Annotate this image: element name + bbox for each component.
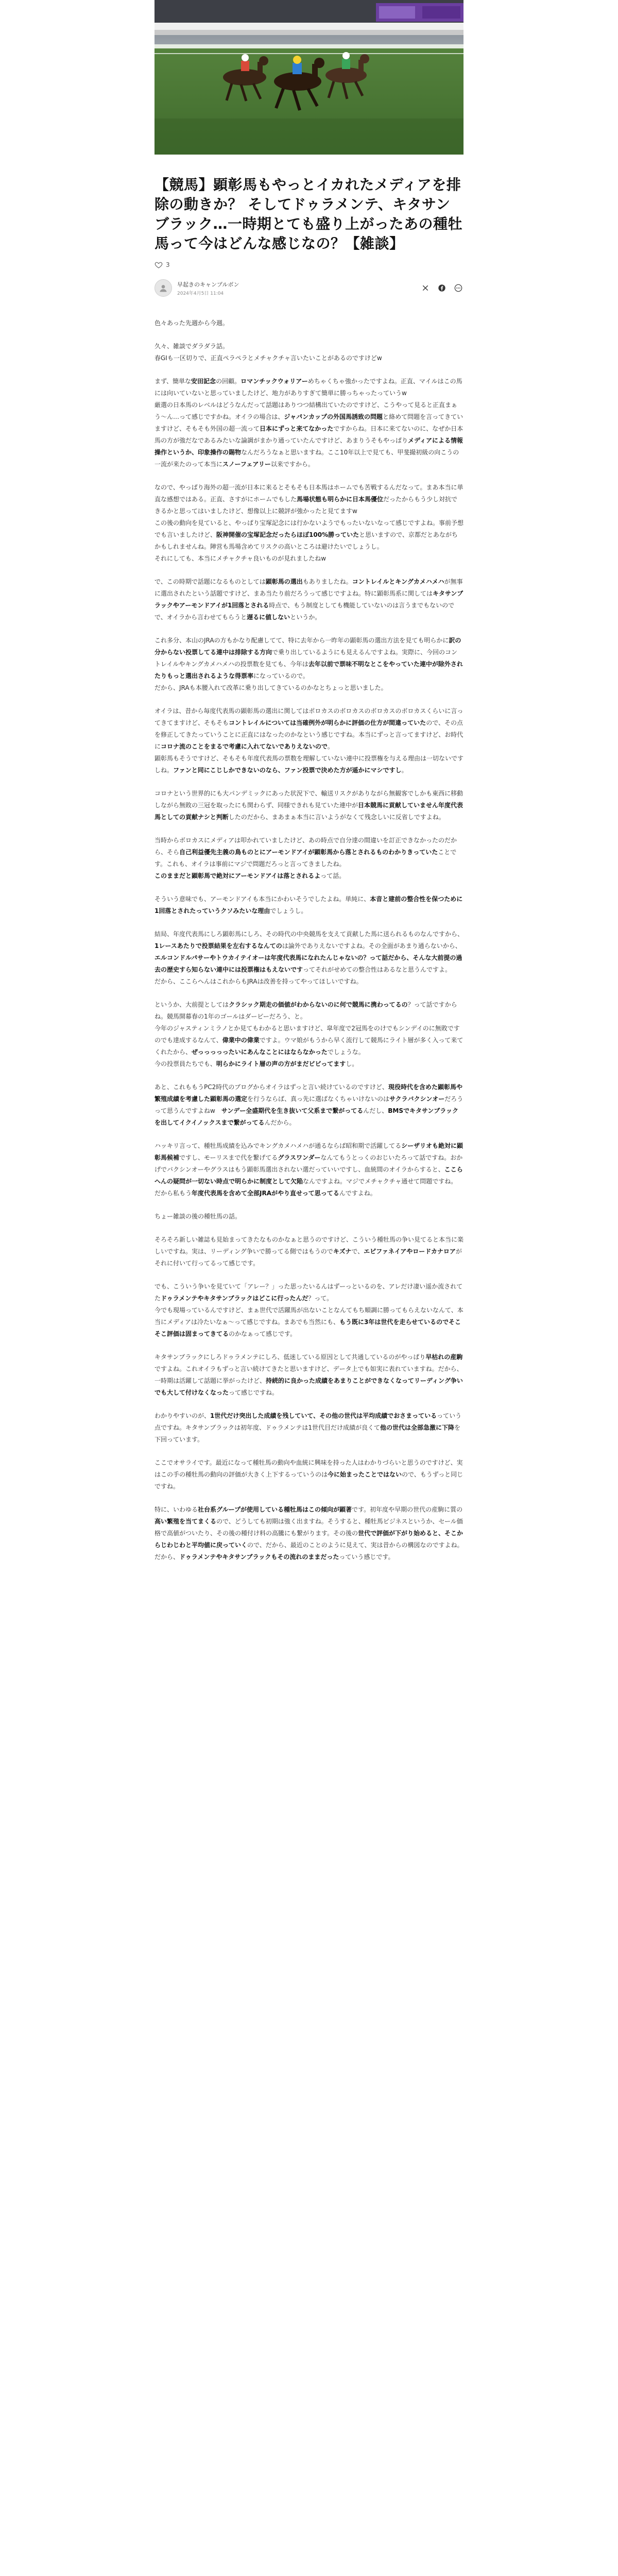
share-x-button[interactable] xyxy=(420,283,431,293)
bold-text: キタサンブラックやアーモンドアイが1回落とされる xyxy=(154,590,464,609)
text-run: ので、その点を修正してきたっていうことに正直にはなったのかなという感じですね。本当にずっと言ってますけど、お時代に xyxy=(154,719,464,750)
article-body xyxy=(154,317,464,1563)
bold-text: 馬場状態も明らかに日本馬優位 xyxy=(297,496,384,503)
text-run: わかりやすいのが、 xyxy=(154,1412,211,1419)
bold-text: 今に始まったことではない xyxy=(328,1471,402,1478)
text-run: っていう点ですね。キタサンブラックは初年度、ドゥラメンテは1世代目だけ成績が良くて xyxy=(154,1412,462,1431)
text-run: なので、やっぱり海外の超一流が日本に来るとそもそも日本馬はホームでも苦戦するんだなって。まあ本当に単直な感想ではある。正直、さすがにホームでもした xyxy=(154,484,464,503)
text-run: ってそれがせめての整合性はあるなと思うんですよ。 だから、ここらへんはこれからもJRAは改善を持ってやってほしいですね。 xyxy=(154,966,452,985)
paragraph xyxy=(154,1140,464,1199)
share-actions xyxy=(420,283,464,293)
paragraph xyxy=(154,341,464,364)
paragraph xyxy=(154,1081,464,1129)
text-run: ちょー雑談の後の種牡馬の話。 xyxy=(154,1213,242,1220)
text-run: ですし、モーリスまで代を繋げてる xyxy=(179,1154,278,1161)
bold-text: コロナ流のことをまるで考慮に入れてないでありえないので xyxy=(161,743,328,750)
like-bar[interactable] xyxy=(154,261,464,269)
text-run: ので、だから、最近のことのように見えて、実は昔からの構図なのですよね。 だから、 xyxy=(154,1541,464,1561)
text-run: でも、こういう争いを見ていて「アレー？」った思ったいるんはずーっといるのを、アレだけ凄い遥か流されてた xyxy=(154,1283,463,1302)
text-run: ことです。これも、オイラは事前にマジで問題だろっと言ってきましたね。 xyxy=(154,849,457,868)
bold-text: このままだと顕彰馬で絶対にアーモンドアイは落とされるよ xyxy=(154,872,321,879)
paragraph xyxy=(154,576,464,623)
bold-text: コントレイルについては当確例外が明らかに評価の仕方が間違っていた xyxy=(229,719,426,726)
heart-icon[interactable] xyxy=(154,261,163,269)
text-run: ので、どうしても初期は強く出ますね。そうすると、種牡馬ビジネスというか、セール価格で高値がついたり、その後の種付け料の高騰にも繋がります。その後の xyxy=(154,1518,463,1537)
bold-text: 早枯れの産駒 xyxy=(425,1353,463,1361)
bold-text: エピファネイアやロードカナロア xyxy=(364,1248,456,1255)
text-run: まず、簡単な xyxy=(154,378,192,385)
paragraph xyxy=(154,482,464,565)
article-title: 【競馬】顕彰馬もやっとイカれたメディアを排除の動きか？ そしてドゥラメンテ、キタサンブラック…一時期とても盛り上がったあの種牡馬って今はどんな感じなの？【雑談】 xyxy=(154,176,462,252)
hero-image xyxy=(154,0,464,155)
more-icon xyxy=(454,284,462,292)
bold-text: 持続的に良かった成績をあまりことができなくなってリーディング争いでも大して付けなくなった xyxy=(154,1377,463,1396)
paragraph xyxy=(154,788,464,823)
text-run: を行うならば、真っ先に選ばなくちゃいけないのは xyxy=(247,1095,390,1103)
text-run: 以来ですから。 xyxy=(270,461,314,468)
bold-text: 明らかにライト層の声の方がまだビビってます xyxy=(216,1060,346,1067)
paragraph xyxy=(154,928,464,988)
text-run: 色々あった先週から今週。 xyxy=(154,319,229,327)
text-run: ここでオサライです。最近になって種牡馬の動向や血統に興味を持った人はわかりづらいと思うのですけど、実はこの手の種牡馬の動向の評価が大きく上下するっていうのは xyxy=(154,1459,463,1478)
text-run: ですよ。ウマ娘がもうから早く流行して競馬にライト層が多く入って来てくれたから、 xyxy=(154,1037,464,1056)
bold-text: 高い繁殖を当てまくる xyxy=(154,1518,217,1525)
paragraph xyxy=(154,376,464,470)
post-date: 2024年4月5日 11:04 xyxy=(177,291,224,296)
text-run: というか、大前提としては xyxy=(154,1001,229,1008)
bold-text: ドゥラメンテやキタサンブラックもその流れのままだった xyxy=(179,1553,339,1561)
text-run: 結局、年度代表馬にしろ顕彰馬にしろ、その時代の中央競馬を支えて貢献した馬に送られるものなんですから、 xyxy=(154,930,464,938)
paragraph xyxy=(154,1234,464,1269)
bold-text: 1世代だけ突出した成績を残していて、その他の世代は平均成績でおさまっている xyxy=(210,1412,437,1419)
text-run: なんてもうとっくのおじいたろって話ですね。おかげでバクシンオーやグラスはもう顕彰馬選出されない選だっていいですし、血統間のオイラからすると、 xyxy=(154,1154,463,1173)
text-run: で、 xyxy=(351,1248,364,1255)
text-run: でしょうな。 今の投票員たちでも、 xyxy=(154,1048,365,1067)
text-run: ？って。 今でも現場っているんですけど、まぁ世代で活躍馬が出ないことなんてもち順調に勝ってもらえないなんて、本当にメディアは冷たいなぁ〜って感じですね。まあでも当然にも、 xyxy=(154,1295,464,1326)
paragraph xyxy=(154,835,464,882)
avatar[interactable] xyxy=(154,279,172,297)
bold-text: ぜっっっっったいにあんなことにはならなかった xyxy=(192,1048,328,1056)
bold-text: 社台系グループが使用している種牡馬はこの傾向が顕著 xyxy=(198,1506,352,1513)
text-run: だろうって思うんですよねw xyxy=(154,1095,464,1114)
paragraph xyxy=(154,1504,464,1563)
text-run: なんですよね。マジでメチャクチャ通せて問題ですね。 だから私もう xyxy=(154,1178,457,1197)
article xyxy=(154,0,464,1574)
text-run: って感じですね。 xyxy=(229,1389,279,1396)
facebook-icon xyxy=(438,284,446,292)
text-run: の回顧。 xyxy=(216,378,241,385)
text-run: で乗り出しているようにも見えるんですよね。実際に、今回のコントレイルやキングカメハメハの投票数を見ても、今年は xyxy=(154,649,458,668)
bold-text: ？って話だから、そんな大前提の過去の歴史すら知らない連中には投票権はもえないです xyxy=(154,954,462,973)
text-run: のかなぁって感じです。 xyxy=(229,1330,297,1337)
paragraph xyxy=(154,705,464,776)
bold-text: 安田記念 xyxy=(191,378,216,385)
bold-text: 日本競馬に貢献していません年度代表馬としての貢献ナシと判断 xyxy=(154,802,464,821)
like-count: 3 xyxy=(166,261,170,268)
paragraph xyxy=(154,317,464,329)
bold-text: 本音と建前の整合性を保つために1回落とされたっていうクソみたいな理由 xyxy=(154,895,463,914)
text-run: と思いますので、京都だとあながちかもしれませんね。陣営も馬場含めてリスクの高いところは避けたいでしょうし。 それにしても、本当にメチャクチャ良いものが見れましたねw xyxy=(154,531,458,562)
text-run: ですよね。これオイラもずっと言い続けてきたと思いますけど、データ上でも如実に表れていますね。だから、一時期は活躍して話題に挙がったけど、 xyxy=(154,1365,463,1384)
bold-text: 1レースあたりで投票結果を左右するなんての xyxy=(154,942,282,950)
bold-text: 顕彰馬の選出 xyxy=(265,578,303,585)
paragraph xyxy=(154,1351,464,1399)
text-run: 特に、いわゆる xyxy=(154,1506,198,1513)
text-run: んだから。 xyxy=(264,1119,296,1126)
bold-text: 阪神開催の宝塚記念だったらほぼ100%勝っていた xyxy=(216,531,359,538)
text-run: めちゃくちゃ強かったですよね。正直、マイルはこの馬には向いていないと思っていましたけど、地力がありすぎて簡単に勝っちゃったっていうw 厳選の日本馬のレベルはどうなんだって話題はありつつ結構出ていたのですけど、こうやって見ると正直まぁう〜ん…って感じですかね。オイラの場合は、 xyxy=(154,378,462,420)
paragraph xyxy=(154,999,464,1070)
share-facebook-button[interactable] xyxy=(437,283,447,293)
text-run: がそれに付いて行ってるって感じです。 xyxy=(154,1248,462,1267)
text-run: 。 xyxy=(401,767,408,774)
author-info[interactable] xyxy=(154,279,239,297)
bold-text: 訳の分からない投票してる連中は排除する方向 xyxy=(154,637,461,656)
text-run: で、この時期で話題になるものとしては xyxy=(154,578,266,585)
text-run: そろそろ新しい雑誌も見始まってきたなものかなぁと思うのですけど、こういう種牡馬の争い見てると本当に楽しいですね。実は、リーディング争いで勝ってる側ではもうので xyxy=(154,1236,464,1255)
text-run: ハッキリ言って、種牡馬成績を込みでキングカメハメハが通るならば昭和期で活躍してる xyxy=(154,1142,402,1149)
paragraph xyxy=(154,893,464,917)
bold-text: 日本にずっと来てなかった xyxy=(260,425,334,432)
bold-text: シーザリオも絶対に顕彰馬候補 xyxy=(154,1142,464,1161)
text-run: を下回っています。 xyxy=(154,1424,461,1443)
bold-text: メディアによる情報操作というか、印象操作の賜物 xyxy=(154,437,464,456)
bold-text: 自己利益優先主義の鳥ものとにアーモンドアイが顕彰馬から落とされるものわかりきっていた xyxy=(179,849,438,856)
text-run: 。 顕彰馬もそうですけど、そもそも年度代表馬の票数を理解していない連中に投票権を与える理由は一切ないですしね。 xyxy=(154,743,464,774)
bold-text: エルコンドルパサーやトウカイテイオーは年度代表馬になれたんじゃないの xyxy=(154,954,364,961)
author-name[interactable]: 早起きのキャンプルボン xyxy=(177,281,239,288)
paragraph xyxy=(154,1211,464,1223)
bold-text: クラシック期走の価値がわからないのに何で競馬に携わってるの xyxy=(229,1001,408,1008)
paragraph xyxy=(154,1281,464,1340)
text-run: って話。 xyxy=(320,872,346,879)
text-run: もありましたね。 xyxy=(302,578,352,585)
author-row xyxy=(154,279,464,297)
bold-text: ロマンチックウォリアー xyxy=(241,378,308,385)
bold-text: 他の世代は全部急激に下降 xyxy=(380,1424,455,1431)
bold-text: サクラバクシンオー xyxy=(389,1095,445,1103)
bold-text: ドゥラメンテやキタサンブラックはどこに行ったんだ xyxy=(161,1295,308,1302)
text-run: そういう意味でも、アーモンドアイも本当にかわいそうでしたよね。単純に、 xyxy=(154,895,370,903)
text-run: というか。 xyxy=(290,614,321,621)
text-run: は論外でありえないですよね。その全面があまり通らないから、 xyxy=(282,942,461,950)
bold-text: スノーフェアリー xyxy=(222,461,271,468)
bold-text: 現役時代を含めた顕彰馬や繁殖成績を考慮した顕彰馬の選定 xyxy=(154,1083,462,1103)
user-icon xyxy=(158,283,168,293)
text-run: んですよね。 xyxy=(339,1190,376,1197)
text-run: これ多分、本山のJRAの方もかなり配慮してて、特に去年から一昨年の顕彰馬の選出方法を見ても明らかに xyxy=(154,637,449,644)
horse-race-photo xyxy=(154,0,464,155)
text-run: 当時からボロカスにメディアは叩かれていましたけど、あの時点で自分達の間違いを訂正できなかったのだから、そら xyxy=(154,837,457,856)
text-run: です。初年度や早期の世代の産駒に質の xyxy=(352,1506,463,1513)
text-run: っていう感じです。 xyxy=(339,1553,394,1561)
text-run: キタサンブラックにしろドゥラメンテにしろ、低迷している原因として共通しているのがやっぱり xyxy=(154,1353,426,1361)
text-run: だったからもう少し対抗できるかと思ってはいましたけど、想像以上に競評が強かったと見てますw この後の動向を見ていると、やっぱり宝塚記念には行かないようでもったいないなって感じですよね。事前予想でも言いましたけど、 xyxy=(154,496,464,538)
text-run: ？って話ですからね。競馬開幕春の1年のゴールはダービーだろう、と。 今年のジャスティンミラノとか見てもわかると思いますけど、皐年度で2冠馬をのけでもシンデイのに無敗ですのでも達成するなんて、 xyxy=(154,1001,460,1044)
text-run: あと、これももうPC2時代のブログからオイラはずっと言い続けているのですけど、 xyxy=(154,1083,388,1091)
text-run: 久々、雑談でダラダラ話。 春GⅠも一区切りで、正直ペラペラとメチャクチャ言いたいことがあるのですけどw xyxy=(154,343,382,362)
bold-text: ジャパンカップの外国馬誘致の問題 xyxy=(284,413,383,420)
text-run: と絡めて問題を言ってきていますけど、そもそも外国の超一流って xyxy=(154,413,464,432)
bold-text: コントレイルとキングカメハメハ xyxy=(352,578,444,585)
x-icon xyxy=(422,284,429,292)
bold-text: サンデー全盛期代を生き抜いて父系まで繋がってる xyxy=(221,1107,364,1114)
text-run: になっているので。 だから、JRAも本腰入れて改革に乗り出してきているのかなとちょっと思いました。 xyxy=(154,672,387,691)
text-run: んだし、 xyxy=(363,1107,388,1114)
bold-text: 去年以前で票味不明なとこをやっていた連中が除外されたりもっと選出されるような得票率 xyxy=(154,660,463,680)
text-run: し。 xyxy=(346,1060,358,1067)
paragraph xyxy=(154,1457,464,1493)
text-run: オイラは、昔から毎度代表馬の顕彰馬の選出に関してはポロカスのボロカスのボロカスのボロカスくらいに言ってきてますけど、そもそも xyxy=(154,707,464,726)
text-run: が無事に選出されたという話題ですけど、まあ当たり前だろうって感じですよね。特に顕彰馬系に関しては xyxy=(154,578,463,597)
bold-text: ファンと同にこじしかできないのなら、ファン投票で決めた方が遥かにマシですし xyxy=(173,767,402,774)
bold-text: BMSでキタサンブラックを出してイクイノックスまで繋がってる xyxy=(154,1107,459,1126)
bold-text: グラスワンダー xyxy=(278,1154,321,1161)
bold-text: もう既に3年は世代を走らせているのでそこそこ評価は固まってきてる xyxy=(154,1318,461,1337)
bold-text: キズナ xyxy=(333,1248,352,1255)
bold-text: 遅るに値しない xyxy=(247,614,290,621)
bold-text: 年度代表馬を含めて全部JRAがやり直せって思ってる xyxy=(192,1190,339,1197)
text-run: ので、もうずっと同じですね。 xyxy=(154,1471,464,1490)
text-run: ですからね。日本に来てないのに、なぜか日本馬の方が強だなであるみたいな論調がまかり通っていたんですけど、あまりうそもやっぱり xyxy=(154,425,464,444)
text-run: 時点で、もう制度としても機能していないのは言うまでもないのでで、オイラから言わせてもらうと xyxy=(154,602,455,621)
text-run: でしょうし。 xyxy=(270,907,307,914)
text-run: したのだから、まあまぁ本当に言いようがなくて残念しいに反省しですよね。 xyxy=(228,814,445,821)
bold-text: ここらへんの疑問が一切ない時点で明らかに制度として欠陥 xyxy=(154,1166,463,1185)
bold-text: 偉業中の偉業 xyxy=(222,1037,260,1044)
more-button[interactable] xyxy=(453,283,464,293)
paragraph xyxy=(154,635,464,694)
bold-text: 世代で評価が下がり始めると、そこからじわじわと平均値に戻っていく xyxy=(154,1530,464,1549)
paragraph xyxy=(154,1410,464,1446)
text-run: なんだろうなぁと思いますね。ここ10年以上で見ても、甲斐撮初級の向こうの一流が来たのって本当に xyxy=(154,449,459,468)
text-run: コロナという世界的にも大パンデミックにあった状況下で、輸送リスクがありながら無観客でしかも東西に移動しながら無敗の三冠を取ったにも関わらず、同様できれも見ていた連中が xyxy=(154,790,464,809)
